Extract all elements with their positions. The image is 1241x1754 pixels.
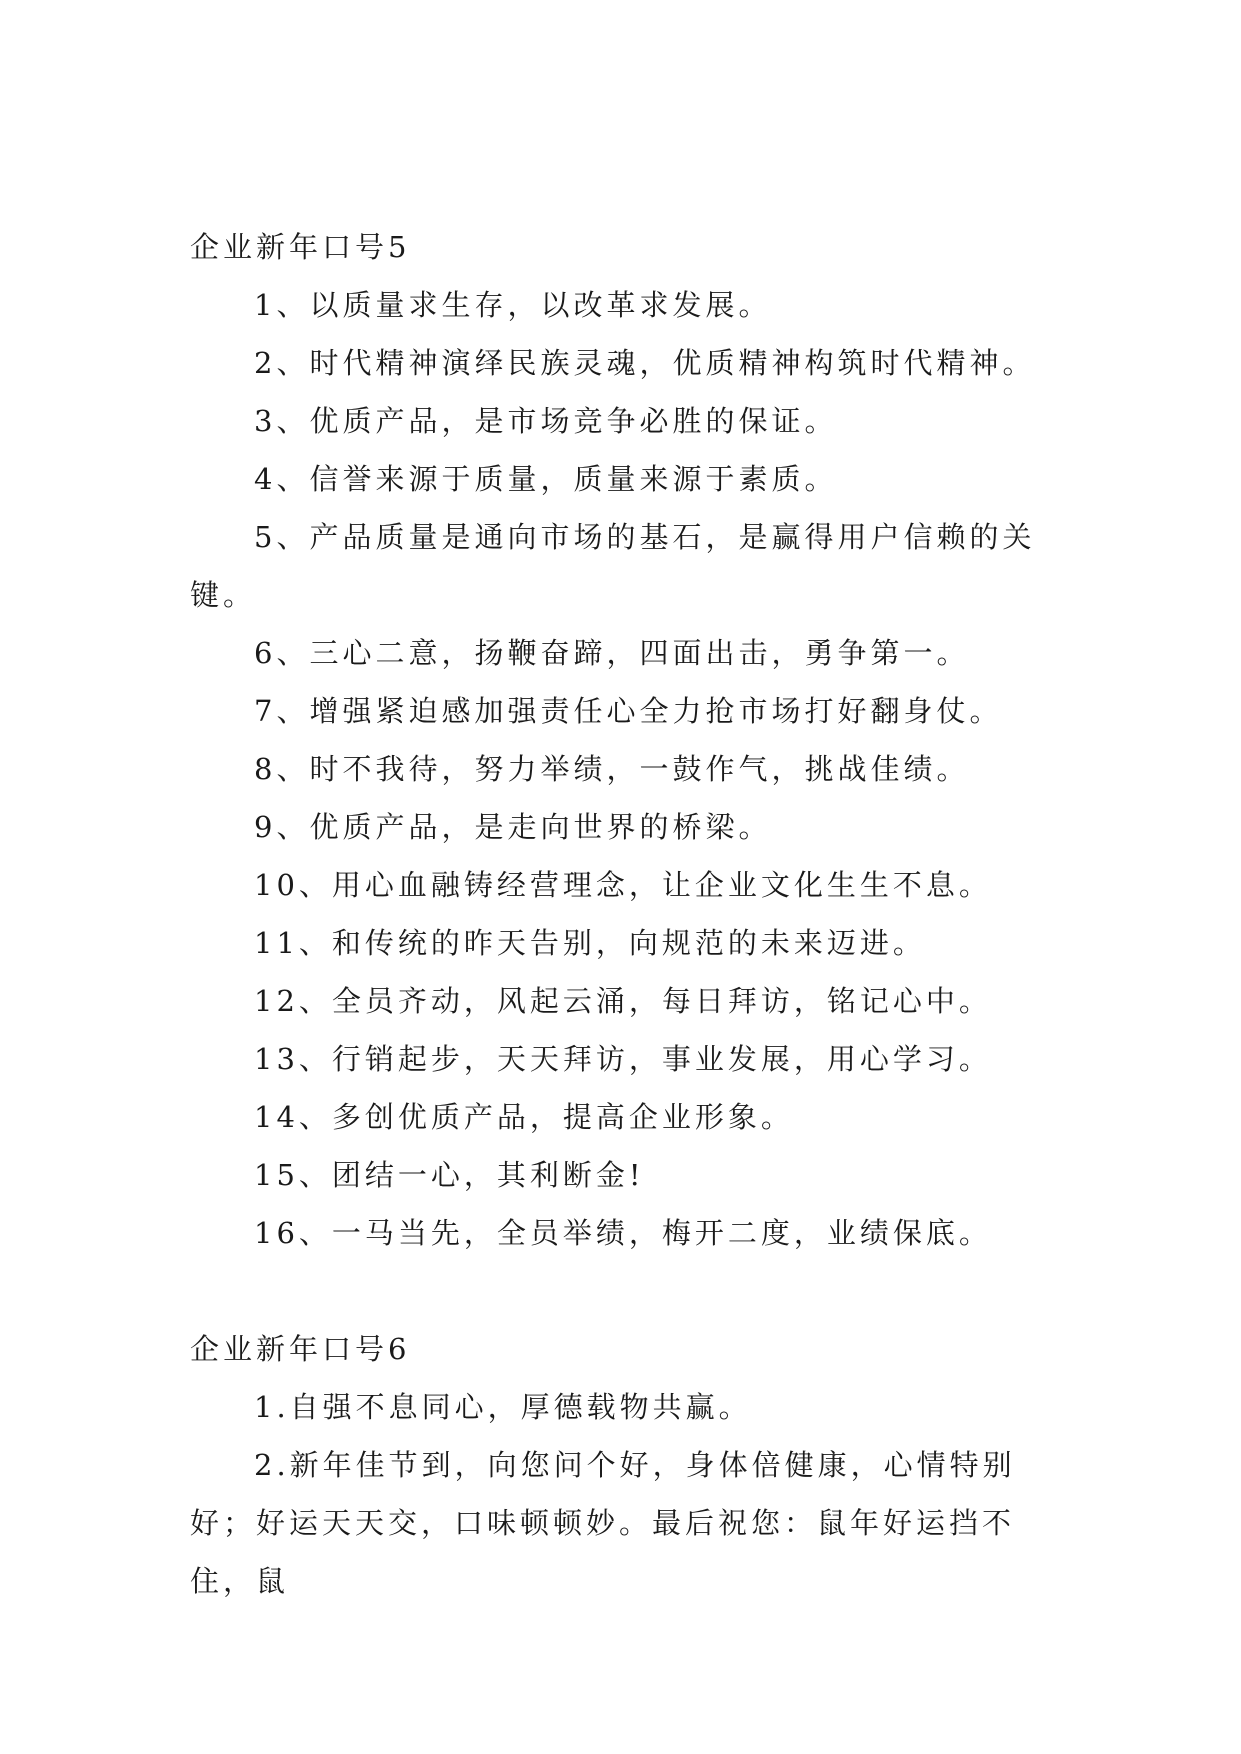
list-item: 9、优质产品，是走向世界的桥梁。 [254,810,772,844]
section-5-title: 企业新年口号5 [190,230,411,264]
list-item: 5、产品质量是通向市场的基石，是赢得用户信赖的关键。 [190,520,1036,612]
list-item: 12、全员齐动，风起云涌，每日拜访，铭记心中。 [254,984,992,1018]
list-item: 15、团结一心，其利断金! [254,1158,645,1192]
list-item: 3、优质产品，是市场竞争必胜的保证。 [254,404,838,438]
list-item: 2、时代精神演绎民族灵魂，优质精神构筑时代精神。 [254,346,1036,380]
list-item: 1.自强不息同心，厚德载物共赢。 [254,1390,752,1424]
list-item: 6、三心二意，扬鞭奋蹄，四面出击，勇争第一。 [254,636,970,670]
list-item: 8、时不我待，努力举绩，一鼓作气，挑战佳绩。 [254,752,970,786]
section-6-title: 企业新年口号6 [190,1332,411,1366]
list-item: 10、用心血融铸经营理念，让企业文化生生不息。 [254,868,992,902]
list-item: 1、以质量求生存，以改革求发展。 [254,288,772,322]
list-item: 2.新年佳节到，向您问个好，身体倍健康，心情特别好；好运天天交，口味顿顿妙。最后祝您：鼠年好运挡不住，鼠 [190,1448,1016,1598]
list-item: 14、多创优质产品，提高企业形象。 [254,1100,794,1134]
list-item: 16、一马当先，全员举绩，梅开二度，业绩保底。 [254,1216,992,1250]
section-spacer [190,1262,1060,1320]
document-page [190,218,1060,1610]
list-item: 13、行销起步，天天拜访，事业发展，用心学习。 [254,1042,992,1076]
list-item: 4、信誉来源于质量，质量来源于素质。 [254,462,838,496]
list-item: 11、和传统的昨天告别，向规范的未来迈进。 [254,926,926,960]
list-item: 7、增强紧迫感加强责任心全力抢市场打好翻身仗。 [254,694,1003,728]
